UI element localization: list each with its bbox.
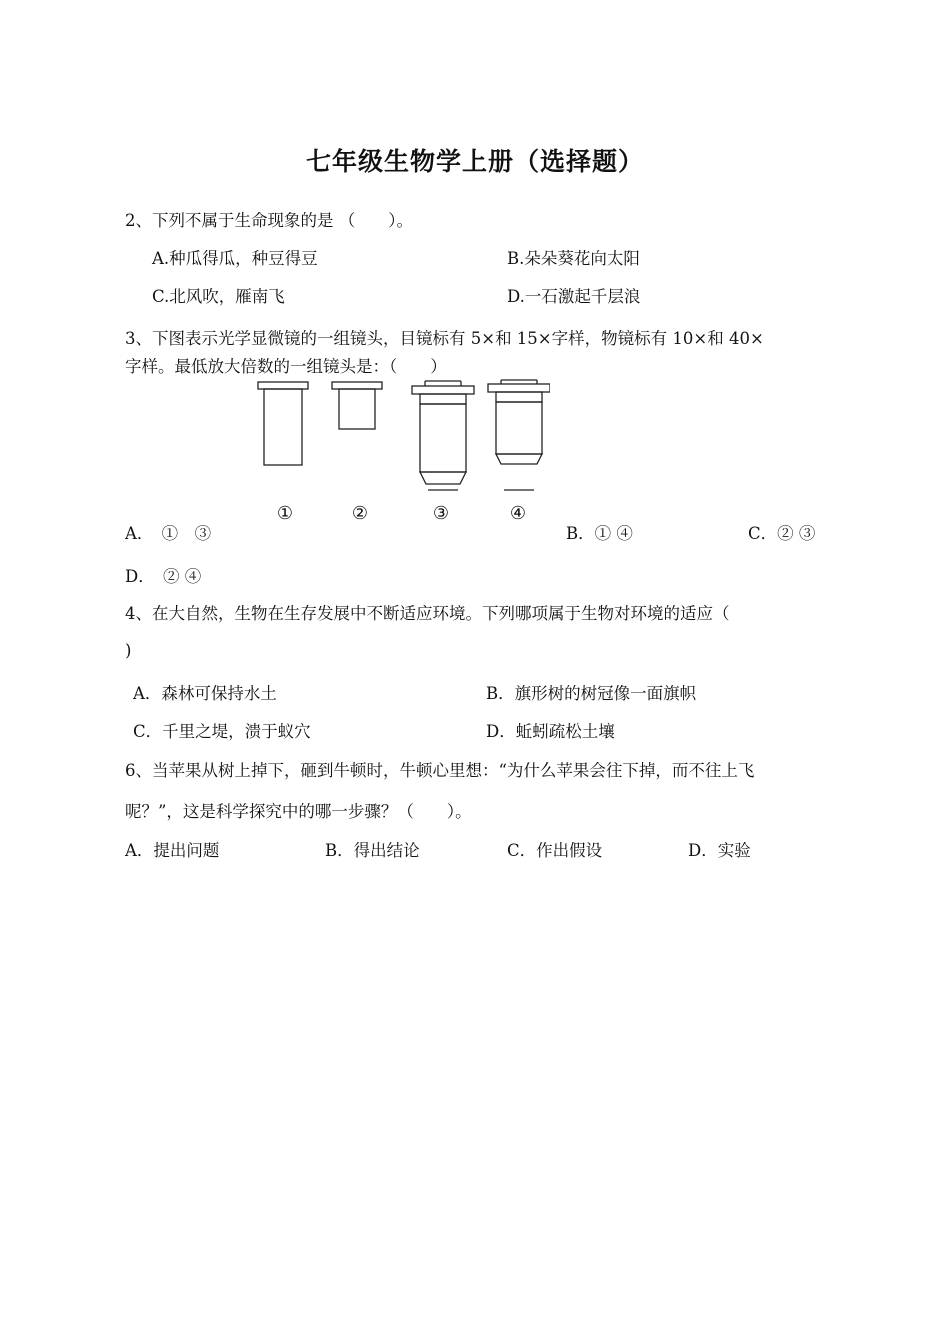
question-3-option-c: C．② ③ — [748, 524, 816, 543]
question-6-option-b: B．得出结论 — [325, 841, 420, 860]
question-3-option-a: A． ① ③ — [125, 524, 212, 543]
question-6-option-d: D．实验 — [688, 841, 751, 860]
question-3-stem-line-2: 字样。最低放大倍数的一组镜头是：（ ） — [125, 357, 447, 376]
question-2-stem: 2、下列不属于生命现象的是 （ ）。 — [125, 211, 413, 230]
question-4-option-c: C．千里之堤，溃于蚁穴 — [133, 722, 311, 741]
question-4-option-a: A．森林可保持水土 — [133, 684, 277, 703]
microscope-lenses-figure — [250, 376, 550, 526]
question-2-option-c: C.北风吹，雁南飞 — [152, 287, 285, 306]
page-title: 七年级生物学上册（选择题） — [305, 147, 644, 176]
question-6-option-c: C．作出假设 — [507, 841, 603, 860]
question-2-option-b: B.朵朵葵花向太阳 — [507, 249, 640, 268]
eyepiece-lens-2 — [332, 382, 382, 429]
question-4-option-b: B．旗形树的树冠像一面旗帜 — [486, 684, 697, 703]
lens-label-1: ① — [276, 503, 294, 524]
lens-label-4: ④ — [509, 503, 527, 524]
question-6-option-a: A．提出问题 — [125, 841, 220, 860]
objective-lens-4 — [488, 380, 550, 490]
question-6-stem-line-1: 6、当苹果从树上掉下，砸到牛顿时，牛顿心里想：“为什么苹果会往下掉，而不往上飞 — [125, 761, 755, 780]
lens-label-3: ③ — [432, 503, 450, 524]
eyepiece-lens-1 — [258, 382, 308, 465]
question-3-option-d: D． ② ④ — [125, 567, 202, 586]
question-4-option-d: D．蚯蚓疏松土壤 — [486, 722, 615, 741]
question-2-option-a: A.种瓜得瓜，种豆得豆 — [152, 249, 318, 268]
question-3-option-b: B．① ④ — [566, 524, 633, 543]
question-3-stem-line-1: 3、下图表示光学显微镜的一组镜头，目镜标有 5×和 15×字样，物镜标有 10×和 40× — [125, 329, 764, 348]
question-2-option-d: D.一石激起千层浪 — [507, 287, 641, 306]
question-4-stem-line-2: ) — [125, 641, 132, 660]
question-6-stem-line-2: 呢？”，这是科学探究中的哪一步骤？（ ）。 — [125, 802, 472, 821]
lens-label-2: ② — [351, 503, 369, 524]
objective-lens-3 — [412, 381, 474, 490]
question-4-stem-line-1: 4、在大自然，生物在生存发展中不断适应环境。下列哪项属于生物对环境的适应（ — [125, 604, 730, 623]
